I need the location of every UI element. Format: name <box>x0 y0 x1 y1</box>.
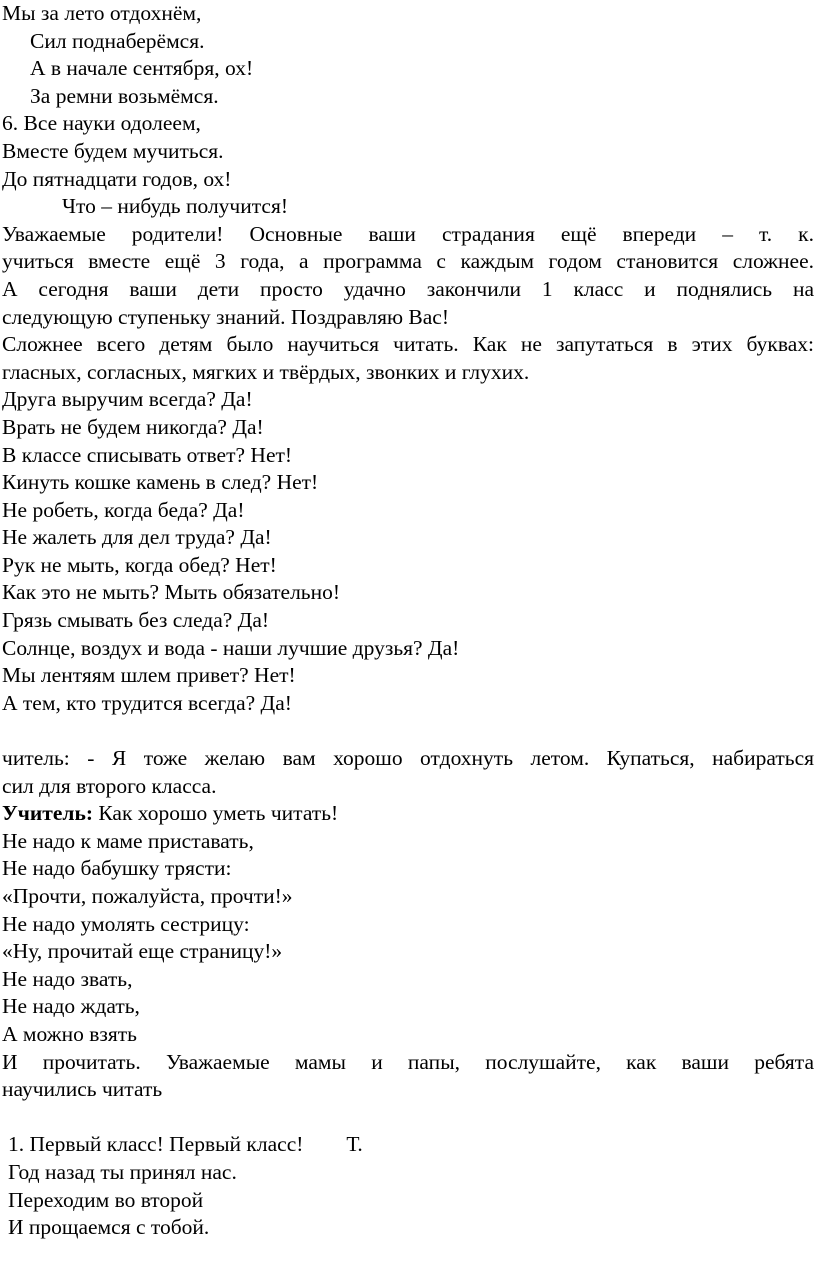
quiz-line: Друга выручим всегда? Да! <box>2 387 253 412</box>
poem-a-line: А в начале сентября, ох! <box>30 56 254 81</box>
final-poem-line: И прощаемся с тобой. <box>8 1215 210 1240</box>
quiz-line: Кинуть кошке камень в след? Нет! <box>2 470 319 495</box>
paragraph-line: Уважаемые родители! Основные ваши страдания ещё впереди – т. к. <box>2 221 814 246</box>
reading-poem-line: А можно взять <box>2 1021 137 1046</box>
reading-poem-line: Не надо ждать, <box>2 994 140 1019</box>
paragraph-line: следующую ступеньку знаний. Поздравляю Вас! <box>2 304 449 329</box>
poem-a-line: Сил поднаберёмся. <box>30 28 205 53</box>
paragraph-line: научились читать <box>2 1077 163 1102</box>
reading-poem-line: «Прочти, пожалуйста, прочти!» <box>2 884 293 908</box>
paragraph-line: Сложнее всего детям было научиться читать. Как не запутаться в этих буквах: <box>2 332 814 357</box>
final-poem-line: 1. Первый класс! Первый класс! Т. <box>8 1132 363 1157</box>
poem-b-line: Вместе будем мучиться. <box>2 138 224 163</box>
quiz-line: Грязь смывать без следа? Да! <box>2 608 270 633</box>
poem-b-line: 6. Все науки одолеем, <box>2 111 201 136</box>
poem-b-line: Что – нибудь получится! <box>62 194 289 219</box>
poem-b-line: До пятнадцати годов, ох! <box>2 166 232 191</box>
reading-poem-line: Не надо звать, <box>2 966 133 991</box>
quiz-line: Не жалеть для дел труда? Да! <box>2 525 272 550</box>
poem-a-line: Мы за лето отдохнём, <box>2 1 202 25</box>
reading-poem-line: Не надо к маме приставать, <box>2 828 254 853</box>
quiz-line: Рук не мыть, когда обед? Нет! <box>2 552 277 577</box>
quiz-line: Не робеть, когда беда? Да! <box>2 497 245 522</box>
teacher-line <box>2 800 814 828</box>
paragraph-line: А сегодня ваши дети просто удачно закончили 1 класс и поднялись на <box>2 276 814 301</box>
blank-line <box>2 717 814 745</box>
final-poem-line: Переходим во второй <box>8 1187 204 1212</box>
quiz-line: Врать не будем никогда? Да! <box>2 414 264 439</box>
quiz-line: Мы лентяям шлем привет? Нет! <box>2 663 296 688</box>
blank-line <box>2 1104 814 1132</box>
paragraph-line: гласных, согласных, мягких и твёрдых, звонких и глухих. <box>2 359 530 384</box>
reading-poem-line: Не надо умолять сестрицу: <box>2 911 250 936</box>
paragraph-line: читель: - Я тоже желаю вам хорошо отдохнуть летом. Купаться, набираться <box>2 746 814 771</box>
teacher-text: Как хорошо уметь читать! <box>93 801 339 826</box>
teacher-label: Учитель: <box>2 801 93 826</box>
poem-a-line: За ремни возьмёмся. <box>30 83 219 108</box>
final-poem-line: Год назад ты принял нас. <box>8 1159 237 1184</box>
quiz-line: Солнце, воздух и вода - наши лучшие друзья? Да! <box>2 635 460 660</box>
quiz-line: Как это не мыть? Мыть обязательно! <box>2 580 341 605</box>
paragraph-line: сил для второго класса. <box>2 773 217 798</box>
paragraph-line: учиться вместе ещё 3 года, а программа с каждым годом становится сложнее. <box>2 249 814 274</box>
reading-poem-line: «Ну, прочитай еще страницу!» <box>2 939 283 964</box>
paragraph-line: И прочитать. Уважаемые мамы и папы, послушайте, как ваши ребята <box>2 1049 814 1074</box>
quiz-line: В классе списывать ответ? Нет! <box>2 442 293 467</box>
reading-poem-line: Не надо бабушку трясти: <box>2 856 232 881</box>
quiz-line: А тем, кто трудится всегда? Да! <box>2 690 292 715</box>
